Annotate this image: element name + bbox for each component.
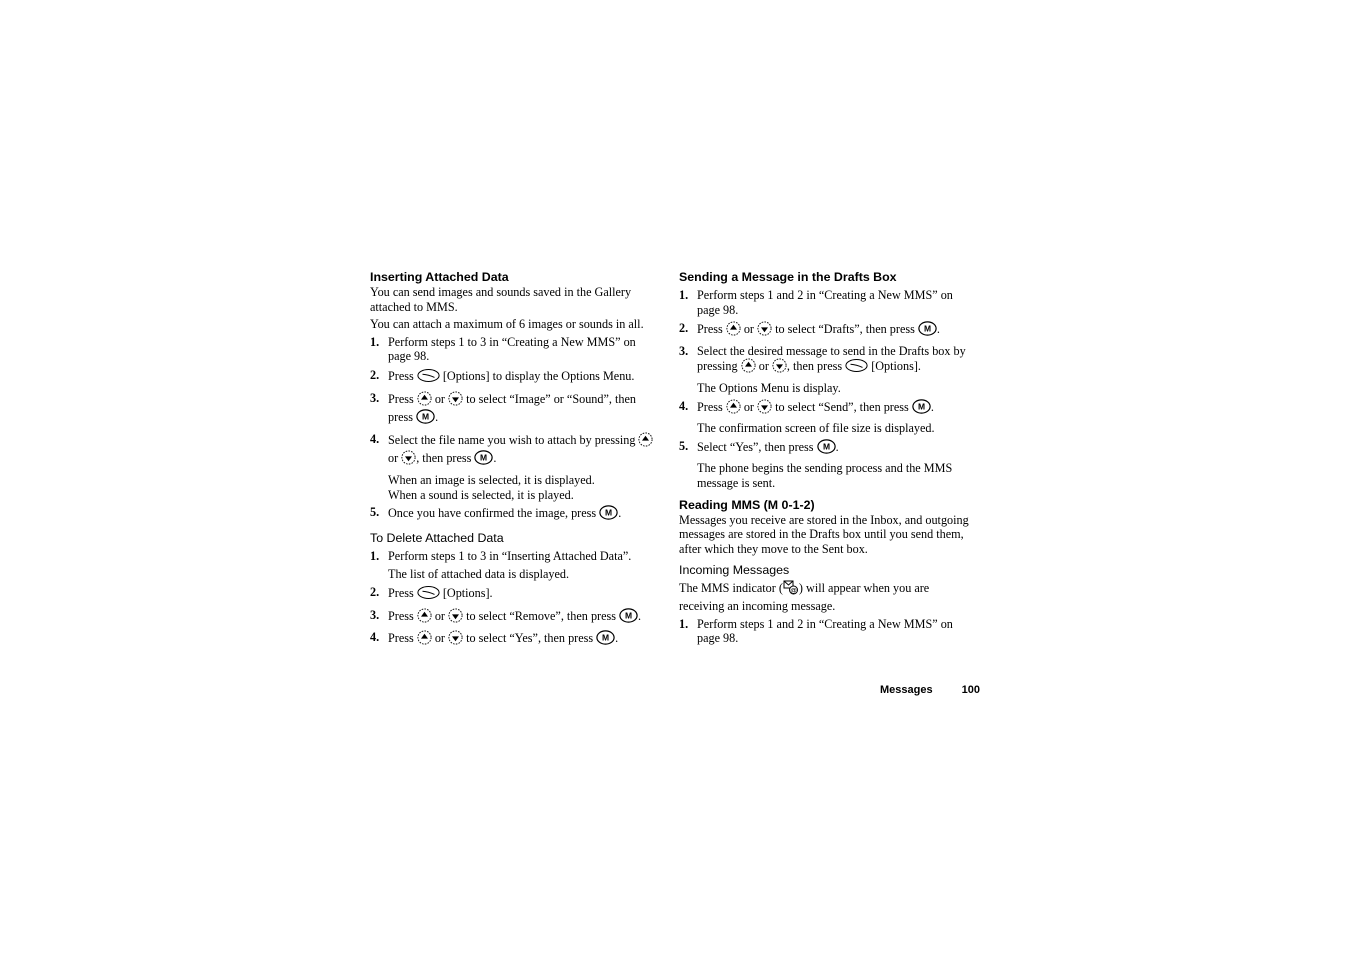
list-item: 1. Perform steps 1 and 2 in “Creating a New MMS” on page 98. (679, 616, 953, 646)
up-key-icon (417, 608, 432, 627)
up-key-icon (417, 391, 432, 410)
down-key-icon (448, 630, 463, 649)
up-key-icon (726, 399, 741, 418)
list-item: 2. Press [Options]. (370, 585, 660, 604)
mms-indicator-icon (783, 580, 799, 599)
m-key-icon (918, 321, 937, 340)
down-key-icon (448, 391, 463, 410)
list-item: 2. Press or to select “Drafts”, then press M . (679, 321, 969, 340)
svg-text:M: M (923, 323, 931, 334)
step-note: The list of attached data is displayed. (388, 567, 570, 582)
m-key-icon (596, 630, 615, 649)
up-key-icon (741, 358, 756, 377)
down-key-icon (757, 399, 772, 418)
down-key-icon (772, 358, 787, 377)
up-key-icon (638, 432, 653, 451)
down-key-icon (757, 321, 772, 340)
list-item: 1. Perform steps 1 and 2 in “Creating a New MMS” on page 98. (679, 288, 953, 317)
soft-key-icon (845, 358, 868, 377)
m-key-icon (817, 439, 836, 458)
list-item: 3. Press or to select “Remove”, then press M . (370, 608, 660, 627)
step-note: The confirmation screen of file size is displayed. (697, 421, 935, 436)
soft-key-icon (417, 368, 440, 387)
list-item: 1. Perform steps 1 to 3 in “Inserting Attached Data”. (370, 548, 632, 563)
left-column (370, 270, 660, 653)
svg-text:@: @ (790, 587, 797, 595)
section-heading-inserting: Inserting Attached Data (370, 270, 509, 284)
list-item: 3. Select the desired message to send in the Drafts box by pressing or , then press [Options]. (679, 344, 969, 377)
list-item: 4. Press or to select “Send”, then press M . (679, 399, 969, 418)
svg-text:M: M (917, 401, 925, 412)
list-item: 2. Press [Options] to display the Options Menu. (370, 368, 660, 387)
m-key-icon (912, 399, 931, 418)
paragraph: You can send images and sounds saved in the Gallery attached to MMS. (370, 285, 632, 314)
list-item: 5. Select “Yes”, then press M . (679, 439, 969, 458)
m-key-icon (599, 505, 618, 524)
section-heading-delete: To Delete Attached Data (370, 530, 504, 545)
section-heading-drafts: Sending a Message in the Drafts Box (679, 270, 897, 284)
footer-page-number: 100 (961, 684, 981, 696)
step-note: The Options Menu is display. (697, 380, 841, 395)
right-column (679, 270, 969, 650)
footer-section-title: Messages (880, 684, 933, 696)
m-key-icon (474, 450, 493, 469)
down-key-icon (448, 608, 463, 627)
svg-text:M: M (605, 507, 613, 518)
svg-text:M: M (422, 411, 430, 422)
list-item: 1. Perform steps 1 to 3 in “Creating a New MMS” on page 98. (370, 334, 636, 364)
list-item: 4. Select the file name you wish to attach by pressing or , then press M . (370, 432, 660, 469)
svg-text:M: M (480, 452, 488, 463)
list-item: 5. Once you have confirmed the image, press M . (370, 505, 660, 524)
page-footer (880, 684, 980, 696)
paragraph: The MMS indicator ( @ ) will appear when you are receiving an incoming message. (679, 581, 930, 613)
up-key-icon (726, 321, 741, 340)
down-key-icon (401, 450, 416, 469)
up-key-icon (417, 630, 432, 649)
section-heading-incoming: Incoming Messages (679, 563, 790, 578)
list-item: 4. Press or to select “Yes”, then press M . (370, 630, 660, 649)
section-heading-reading: Reading MMS (M 0-1-2) (679, 497, 815, 512)
m-key-icon (619, 608, 638, 627)
paragraph: You can attach a maximum of 6 images or sounds in all. (370, 317, 644, 332)
list-item: 3. Press or to select “Image” or “Sound”, then press M . (370, 391, 660, 428)
paragraph: Messages you receive are stored in the Inbox, and outgoing messages are stored in the Drafts box until you send them, after which they move to the Sent box. (679, 512, 969, 556)
step-note: When an image is selected, it is displayed. When a sound is selected, it is played. (388, 472, 595, 502)
soft-key-icon (417, 585, 440, 604)
svg-text:M: M (822, 441, 830, 452)
step-note: The phone begins the sending process and the MMS message is sent. (697, 461, 953, 490)
m-key-icon (416, 409, 435, 428)
svg-text:M: M (602, 632, 610, 643)
svg-text:M: M (625, 610, 633, 621)
